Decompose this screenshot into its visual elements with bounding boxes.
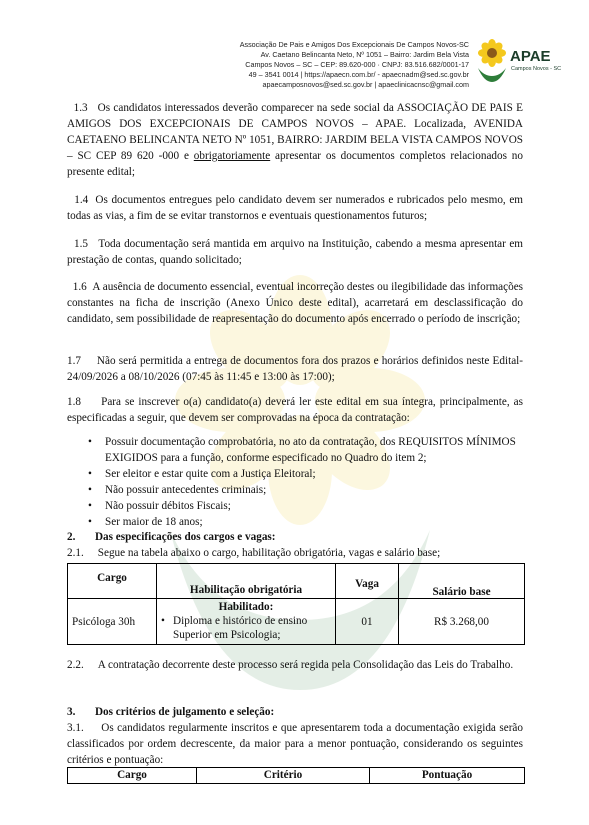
item-number: 1.3	[73, 102, 88, 114]
paragraph-1-4	[67, 192, 523, 224]
bullet-icon: •	[161, 615, 165, 627]
habilitacao-title: Habilitado:	[218, 601, 274, 613]
letterhead-line: Av. Caetano Belincanta Neto, Nº 1051 – Bairro: Jardim Bela Vista	[260, 50, 469, 59]
section-title: Dos critérios de julgamento e seleção:	[94, 706, 275, 718]
list-item: • Não possuir antecedentes criminais;	[105, 482, 561, 498]
paragraph-1-5	[67, 236, 523, 268]
paragraph-1-3	[67, 100, 523, 180]
paragraph-3-1	[67, 720, 523, 768]
paragraph-2-2	[67, 657, 523, 673]
letterhead-line: apaecamposnovos@sed.sc.gov.br | apaeclinicacnsc@gmail.com	[262, 80, 469, 89]
header-salario: Salário base	[399, 564, 525, 599]
requirements-list	[67, 434, 561, 530]
item-number: 1.8	[67, 396, 81, 408]
letterhead	[139, 40, 469, 90]
paragraph-text: Os candidatos regularmente inscritos e que apresentarem toda a documentação exigida serão classificados por ordem decrescente, da maior para a menor pontuação, considerando os seguintes critérios e pontuação:	[67, 722, 523, 766]
section-number: 3.	[67, 706, 76, 718]
header-criterio: Critério	[197, 768, 370, 784]
paragraph-text: Toda documentação será mantida em arquivo na Instituição, cabendo a mesma apresentar em prestação de contas, quando solicitado;	[67, 238, 524, 266]
table-row	[68, 599, 525, 645]
paragraph-1-7	[67, 353, 523, 385]
paragraph-text: apresentar os documentos completos relacionados no presente edital;	[67, 150, 523, 178]
habilitacao-text: Diploma e histórico de ensino Superior em Psicologia;	[173, 615, 308, 641]
item-number: 2.2.	[67, 659, 84, 671]
item-number: 1.7	[67, 355, 81, 367]
paragraph-text: Não será permitida a entrega de documentos fora dos prazos e horários definidos neste Edital- 24/09/2026 a 08/10/2026 (07:45 às 11:45 e 13:00 às 17:00);	[67, 355, 524, 383]
item-number: 2.1.	[67, 547, 84, 559]
list-item: • Ser eleitor e estar quite com a Justiça Eleitoral;	[105, 466, 561, 482]
list-item: • Possuir documentação comprobatória, no ato da contratação, dos REQUISITOS MÍNIMOS EXIGIDOS para a função, conforme especificado no Quadro do item 2;	[105, 434, 561, 466]
list-item: • Não possuir débitos Fiscais;	[105, 498, 561, 514]
letterhead-line: 49 – 3541 0014 | https://apaecn.com.br/ - apaecnadm@sed.sc.gov.br	[248, 70, 469, 79]
logo-text: APAE	[510, 48, 551, 65]
item-number: 1.5	[73, 238, 88, 250]
paragraph-text: Os candidatos interessados deverão comparecer na sede social da ASSOCIAÇÃO DE PAIS E AMIGOS DOS EXCEPCIONAIS DE CAMPOS NOVOS – APAE. Localizada, AVENIDA CAETAENO BELINCANTA NETO Nº 1051, BAIRRO: JARDIM BELA VISTA CAMPOS NOVOS – SC CEP 89 620 -000 e	[67, 102, 523, 162]
section-3-heading	[67, 704, 274, 720]
header-cargo: Cargo	[68, 564, 157, 599]
logo-subtext: Campos Novos - SC	[511, 66, 562, 72]
cell-salario: R$ 3.268,00	[399, 599, 525, 645]
paragraph-text: Segue na tabela abaixo o cargo, habilitação obrigatória, vagas e salário base;	[97, 547, 441, 559]
header-pontuacao: Pontuação	[370, 768, 525, 784]
paragraph-1-8	[67, 394, 523, 426]
table-header-row	[68, 768, 525, 784]
flower-hands-icon	[474, 38, 510, 84]
header-habilitacao: Habilitação obrigatória	[157, 564, 336, 599]
paragraph-1-6	[67, 279, 523, 327]
letterhead-line: Associação De Pais e Amigos Dos Excepcionais De Campos Novos-SC	[239, 40, 469, 49]
item-number: 1.6	[72, 281, 87, 293]
section-title: Das especificações dos cargos e vagas:	[94, 531, 276, 543]
paragraph-text: A ausência de documento essencial, eventual incorreção destes ou ilegibilidade das informações constantes na ficha de inscrição (Anexo Único deste edital), acarretará em desclassificação do candidato, sem possibilidade de reapresentação do documento após encerrado o período de inscrição;	[67, 281, 524, 325]
paragraph-2-1	[67, 545, 523, 561]
table-header-row	[68, 564, 525, 599]
paragraph-text: Os documentos entregues pelo candidato devem ser numerados e rubricados pelo mesmo, em todas as vias, a fim de se evitar transtornos e eventuais questionamentos futuros;	[67, 194, 524, 222]
cell-vaga: 01	[336, 599, 399, 645]
criteria-table	[67, 767, 525, 784]
header-vaga: Vaga	[336, 564, 399, 599]
letterhead-line: Campos Novos – SC – CEP: 89.620-000 · CNPJ: 83.516.682/0001-17	[245, 60, 469, 69]
positions-table	[67, 563, 525, 645]
list-item: • Ser maior de 18 anos;	[105, 514, 561, 530]
item-number: 1.4	[74, 194, 89, 206]
underlined-word: obrigatoriamente	[193, 150, 271, 162]
cell-habilitacao	[157, 599, 336, 645]
header-cargo: Cargo	[68, 768, 197, 784]
paragraph-text: A contratação decorrente deste processo será regida pela Consolidação das Leis do Trabalho.	[97, 659, 514, 671]
section-2-heading	[67, 529, 276, 545]
section-number: 2.	[67, 531, 76, 543]
habilitacao-item	[161, 614, 331, 642]
apae-logo	[474, 38, 574, 88]
cell-cargo: Psicóloga 30h	[68, 599, 157, 645]
paragraph-text: Para se inscrever o(a) candidato(a) deverá ler este edital em sua íntegra, principalmente, as especificadas a seguir, que devem ser comprovadas na época da contratação:	[67, 396, 523, 424]
item-number: 3.1.	[67, 722, 84, 734]
